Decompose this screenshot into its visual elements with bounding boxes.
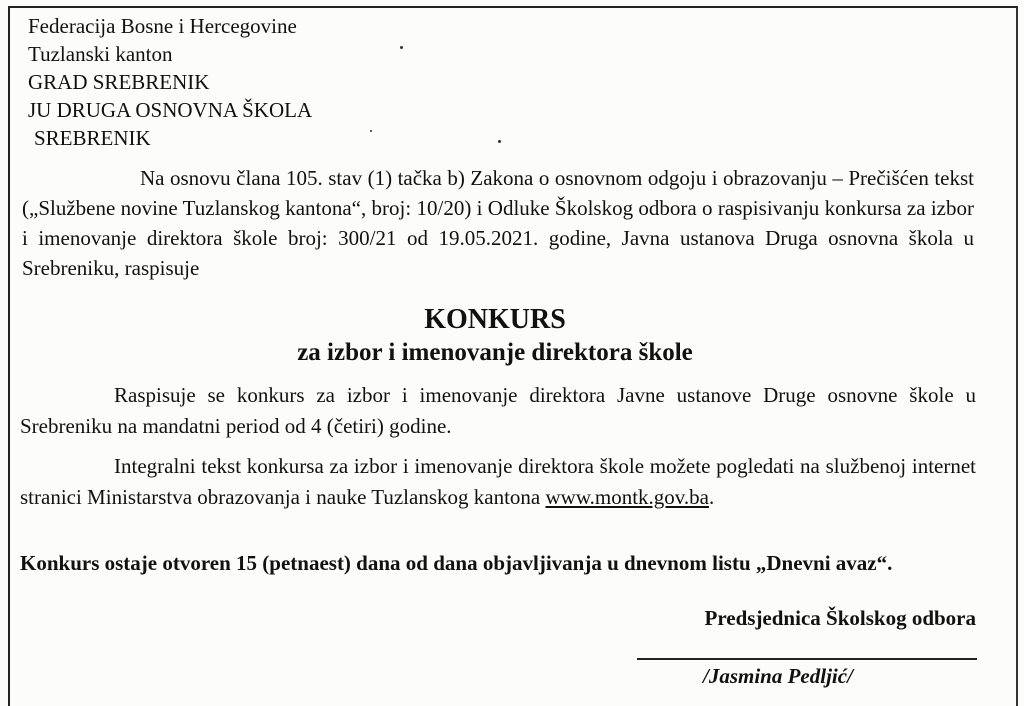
- print-speck: [400, 46, 403, 49]
- print-speck: [498, 140, 501, 143]
- intro-paragraph: Na osnovu člana 105. stav (1) tačka b) Zakona o osnovnom odgoju i obrazovanju – Prečišćen tekst („Službene novine Tuzlanskog kantona“, broj: 10/20) i Odluke Školskog odbora o raspisivanju konkursa za izbor i imenovanje direktora škole broj: 300/21 od 19.05.2021. godine, Javna ustanova Druga osnovna škola u Srebreniku, raspisuje: [22, 166, 974, 280]
- ministry-website-link[interactable]: www.montk.gov.ba: [545, 485, 709, 509]
- signer-title: Predsjednica Školskog odbora: [704, 606, 976, 630]
- header-school: JU DRUGA OSNOVNA ŠKOLA: [28, 98, 313, 122]
- header-location: SREBRENIK: [34, 126, 151, 150]
- print-speck: [370, 130, 372, 132]
- header-canton: Tuzlanski kanton: [28, 42, 173, 66]
- header-federation: Federacija Bosne i Hercegovine: [28, 14, 297, 38]
- signature-line: [637, 658, 977, 660]
- institution-header: [28, 12, 312, 152]
- header-city: GRAD SREBRENIK: [28, 70, 210, 94]
- announcement-paragraph: Raspisuje se konkurs za izbor i imenovanje direktora Javne ustanove Druge osnovne škole u Srebreniku na mandatni period od 4 (četiri) godine.: [20, 383, 976, 438]
- info-paragraph: [20, 451, 976, 513]
- closing-paragraph: Konkurs ostaje otvoren 15 (petnaest) dana od dana objavljivanja u dnevnom listu „Dnevni avaz“.: [20, 551, 893, 575]
- signer-name: /Jasmina Pedljić/: [703, 664, 853, 688]
- document-title: KONKURS: [424, 304, 566, 335]
- info-text: Integralni tekst konkursa za izbor i imenovanje direktora škole možete pogledati na službenoj internet stranici Ministarstva obrazovanja i nauke Tuzlanskog kantona: [20, 454, 976, 509]
- document-subtitle: za izbor i imenovanje direktora škole: [297, 339, 693, 366]
- info-period: .: [709, 485, 715, 509]
